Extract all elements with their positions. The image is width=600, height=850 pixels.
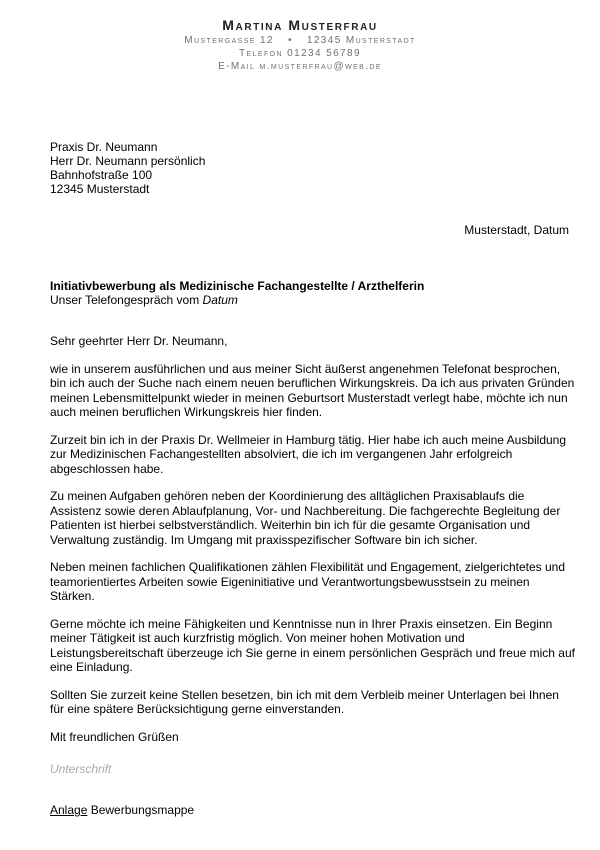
paragraph-3: Zu meinen Aufgaben gehören neben der Koordinierung des alltäglichen Praxisablaufs die Assistenz sowie deren Ablaufplanung, Vor- und Nachbereitung. Die fachgerechte Begleitung der Patienten ist hierbei selbstverständlich. Weiterhin bin ich für die gesamte Organisation und Verwaltung zuständig. Im Umgang mit praxisspezifischer Software bin ich sicher. [50, 489, 561, 547]
sender-street: Mustergasse 12 [184, 35, 274, 46]
address-separator: • [287, 35, 293, 46]
sender-name: Martina Musterfrau [222, 17, 378, 33]
sender-address [0, 34, 600, 47]
sender-phone: Telefon 01234 56789 [239, 48, 361, 59]
signature-placeholder: Unterschrift [50, 762, 112, 776]
enclosure [50, 803, 194, 817]
sender-email: E-Mail m.musterfrau@web.de [218, 61, 382, 72]
recipient-line-4: 12345 Musterstadt [50, 182, 150, 196]
recipient-line-3: Bahnhofstraße 100 [50, 168, 153, 182]
subject-block [50, 279, 424, 307]
sender-city: 12345 Musterstadt [306, 35, 416, 46]
paragraph-2: Zurzeit bin ich in der Praxis Dr. Wellmeier in Hamburg tätig. Hier habe ich auch meine Ausbildung zur Medizinischen Fachangestellten absolviert, die ich im vergangenen Jahr erfolgreich abgeschlossen habe. [50, 432, 567, 476]
recipient-address [50, 140, 205, 196]
subject-reference [50, 293, 424, 307]
salutation: Sehr geehrter Herr Dr. Neumann, [50, 334, 228, 348]
reference-prefix: Unser Telefongespräch vom [50, 293, 203, 307]
paragraph-4: Neben meinen fachlichen Qualifikationen zählen Flexibilität und Engagement, zielgerichtetes und teamorientiertes Arbeiten sowie Eigeninitiative und Verantwortungsbewusstsein zu meinen Stärken. [50, 560, 565, 603]
place-date: Musterstadt, Datum [464, 223, 569, 237]
paragraph-1: wie in unserem ausführlichen und aus meiner Sicht äußerst angenehmen Telefonat besprochen, bin ich auch der Suche nach einem neuen beruflichen Wirkungskreis. Da ich aus privaten Gründen meinen Lebensmittelpunkt wieder in meinen Geburtsort Musterstadt verlegt habe, möchte ich nun auch meinen beruflichen Wirkungskreis hier finden. [50, 361, 575, 419]
subject-title: Initiativbewerbung als Medizinische Fachangestellte / Arzthelferin [50, 279, 425, 293]
enclosure-text: Bewerbungsmappe [87, 803, 195, 817]
paragraph-6: Sollten Sie zurzeit keine Stellen besetzen, bin ich mit dem Verbleib meiner Unterlagen bei Ihnen für eine spätere Berücksichtigung gerne einverstanden. [50, 687, 559, 716]
letter-body [50, 334, 575, 744]
sender-header [0, 16, 600, 73]
recipient-line-2: Herr Dr. Neumann persönlich [50, 154, 206, 168]
recipient-line-1: Praxis Dr. Neumann [50, 140, 158, 154]
enclosure-label: Anlage [50, 803, 88, 817]
reference-date: Datum [202, 293, 238, 307]
paragraph-5: Gerne möchte ich meine Fähigkeiten und Kenntnisse nun in Ihrer Praxis einsetzen. Ein Beginn meiner Tätigkeit ist auch kurzfristig möglich. Von meiner hohen Motivation und Leistungsbereitschaft überzeuge ich Sie gerne in einem persönlichen Gespräch und freue mich auf eine Einladung. [50, 616, 575, 674]
closing: Mit freundlichen Grüßen [50, 729, 179, 744]
